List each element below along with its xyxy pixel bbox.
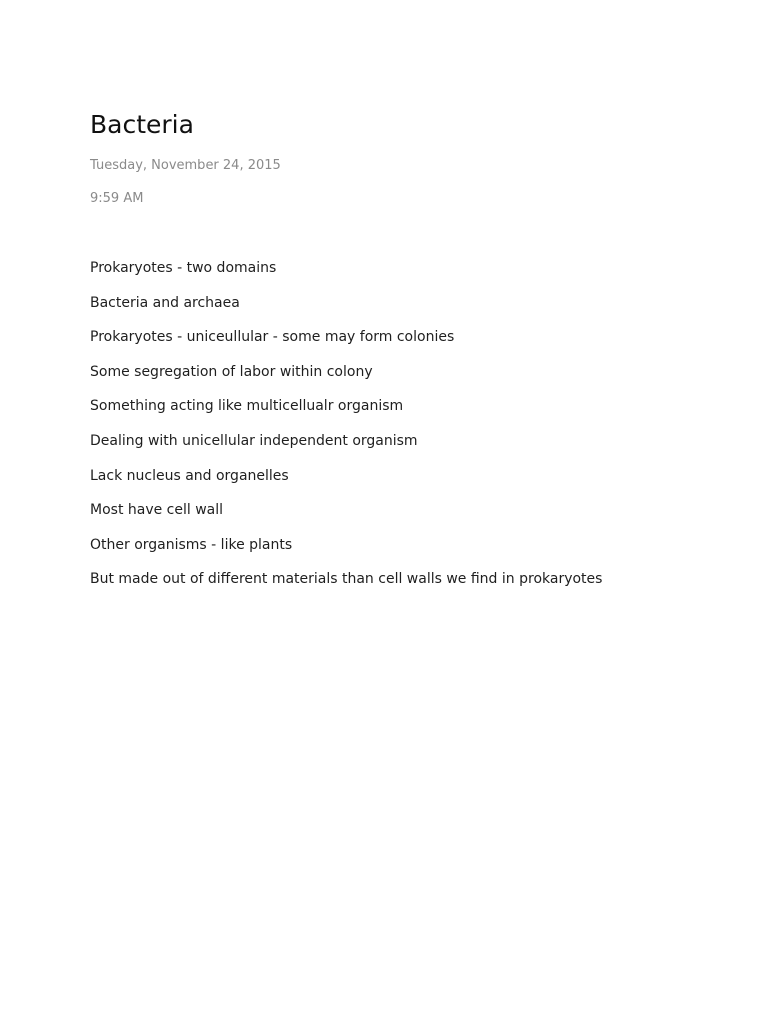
note-line: Bacteria and archaea (90, 294, 240, 311)
note-line: Most have cell wall (90, 502, 224, 519)
note-line: Prokaryotes - two domains (90, 260, 277, 276)
note-body (90, 257, 602, 603)
note-time: 9:59 AM (90, 191, 144, 206)
note-line: Something acting like multicellualr organism (90, 398, 404, 415)
note-line: Prokaryotes - uniceullular - some may form colonies (90, 329, 455, 346)
note-line: Lack nucleus and organelles (90, 467, 289, 484)
note-title: Bacteria (90, 110, 194, 139)
note-line: Some segregation of labor within colony (90, 363, 373, 380)
note-line: Dealing with unicellular independent organism (90, 432, 418, 449)
note-date: Tuesday, November 24, 2015 (90, 158, 281, 173)
note-line: Other organisms - like plants (90, 536, 293, 553)
note-line: But made out of different materials than cell walls we find in prokaryotes (90, 571, 603, 588)
